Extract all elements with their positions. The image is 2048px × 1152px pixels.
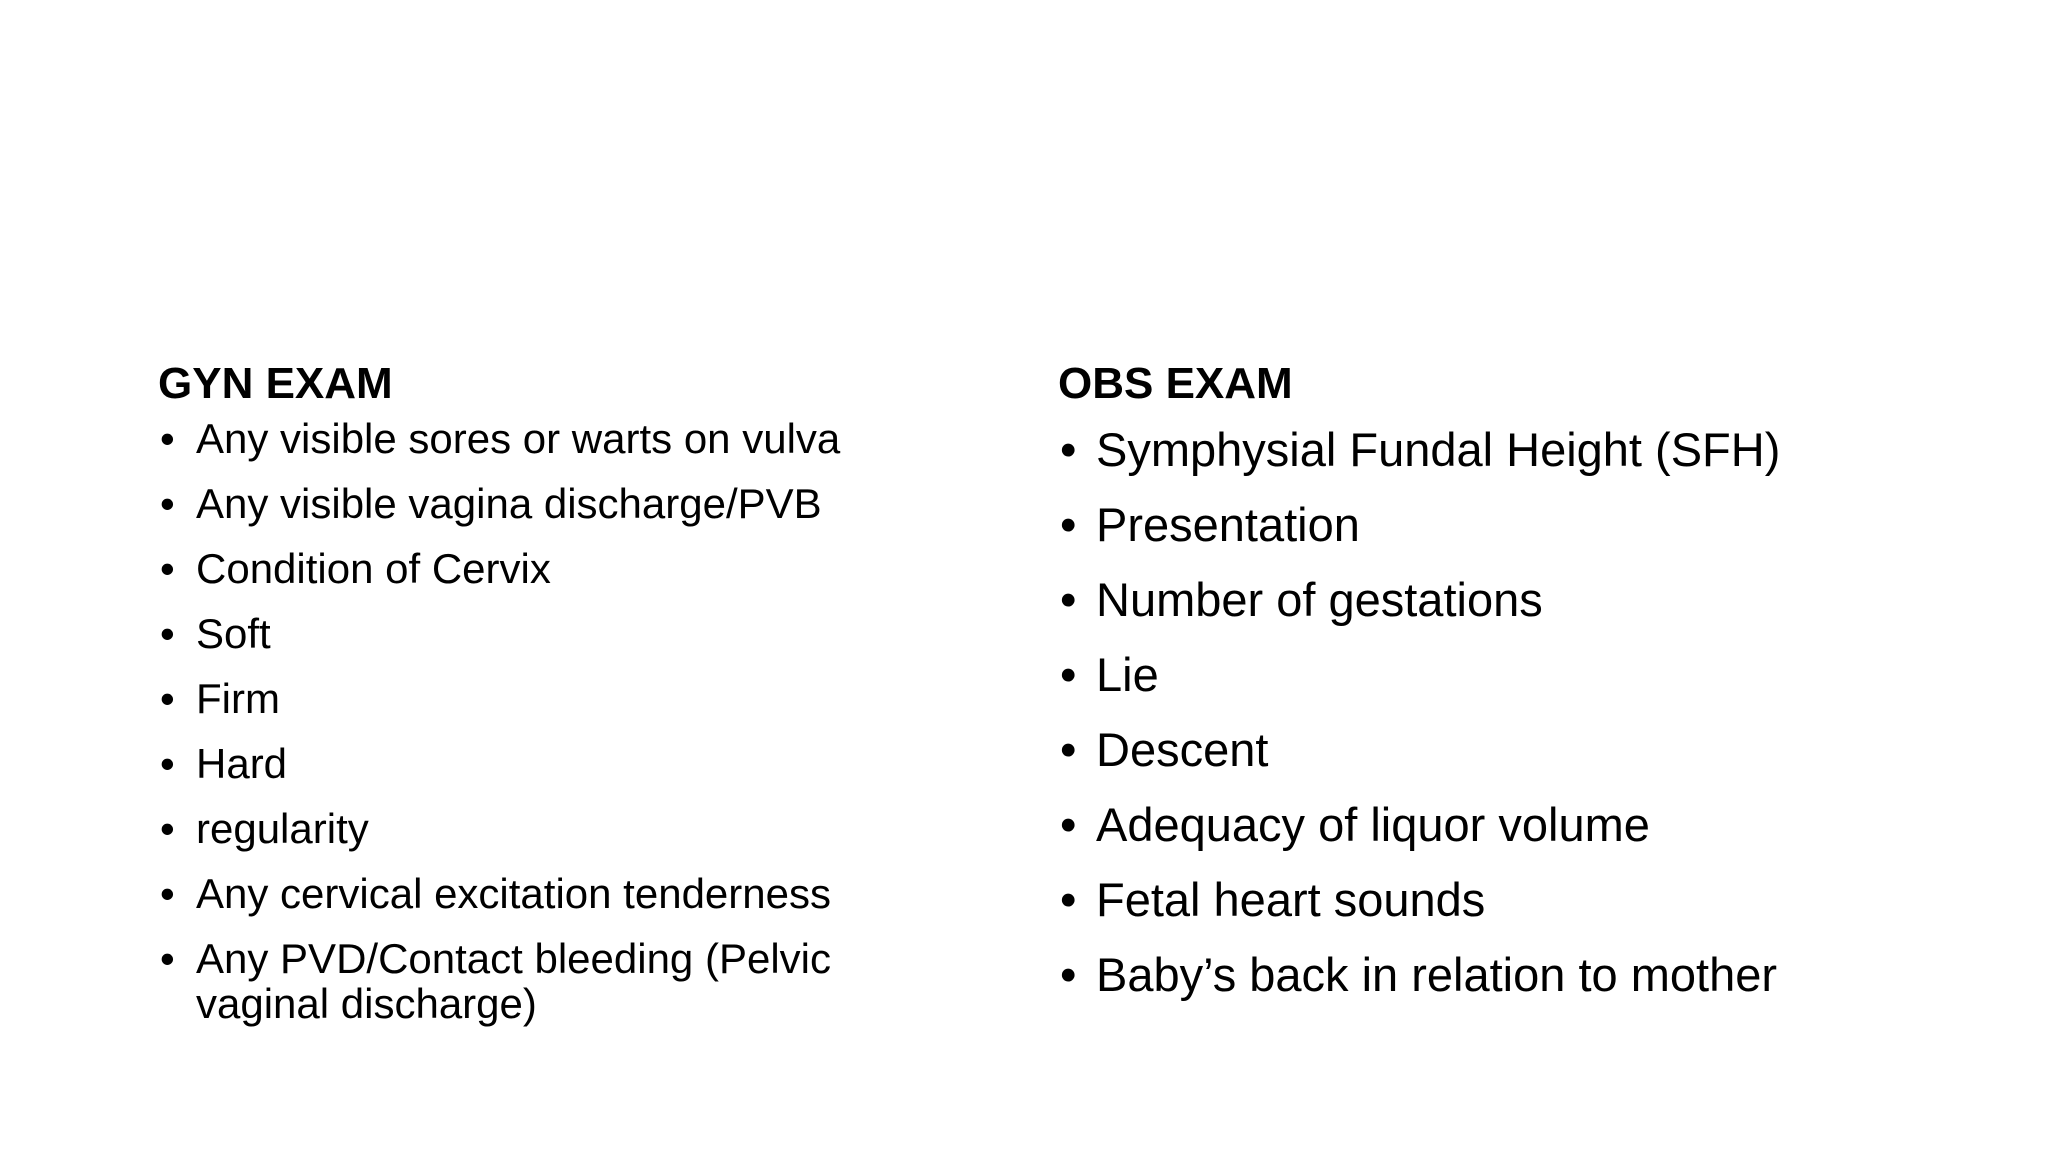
bullet-icon: • (160, 935, 175, 982)
list-item: • Firm (160, 675, 280, 722)
gyn-exam-heading: GYN EXAM (158, 359, 393, 408)
gyn-exam-column (158, 356, 978, 1046)
list-item: • Baby’s back in relation to mother (1060, 948, 1777, 1001)
bullet-icon: • (160, 675, 175, 722)
bullet-icon: • (160, 870, 175, 917)
bullet-icon: • (1060, 648, 1077, 701)
list-item: • Number of gestations (1060, 573, 1543, 626)
bullet-icon: • (160, 740, 175, 787)
list-item: • Lie (1060, 648, 1159, 701)
bullet-icon: • (160, 545, 175, 592)
list-item: • Any visible sores or warts on vulva (160, 415, 841, 462)
gyn-exam-list (158, 416, 978, 1026)
bullet-icon: • (1060, 798, 1077, 851)
bullet-icon: • (1060, 948, 1077, 1001)
bullet-icon: • (1060, 573, 1077, 626)
obs-exam-column (1058, 356, 1958, 1022)
list-item: • Soft (160, 610, 271, 657)
obs-exam-heading: OBS EXAM (1058, 359, 1293, 408)
obs-exam-list (1058, 422, 1958, 1003)
bullet-icon: • (1060, 723, 1077, 776)
list-item: • Any cervical excitation tenderness (160, 870, 831, 917)
list-item: • Descent (1060, 723, 1269, 776)
bullet-icon: • (160, 415, 175, 462)
list-item: • Adequacy of liquor volume (1060, 798, 1650, 851)
list-item: • Symphysial Fundal Height (SFH) (1060, 423, 1781, 476)
bullet-icon: • (160, 480, 175, 527)
list-item: • Fetal heart sounds (1060, 873, 1486, 926)
list-item: • regularity (160, 805, 369, 852)
list-item: • Hard (160, 740, 288, 787)
bullet-icon: • (1060, 498, 1077, 551)
bullet-icon: • (1060, 873, 1077, 926)
bullet-icon: • (1060, 423, 1077, 476)
bullet-icon: • (160, 610, 175, 657)
bullet-icon: • (160, 805, 175, 852)
list-item: • Condition of Cervix (160, 545, 551, 592)
list-item: • Presentation (1060, 498, 1360, 551)
list-item: • Any PVD/Contact bleeding (Pelvic vaginal discharge) (160, 935, 831, 1027)
list-item: • Any visible vagina discharge/PVB (160, 480, 822, 527)
